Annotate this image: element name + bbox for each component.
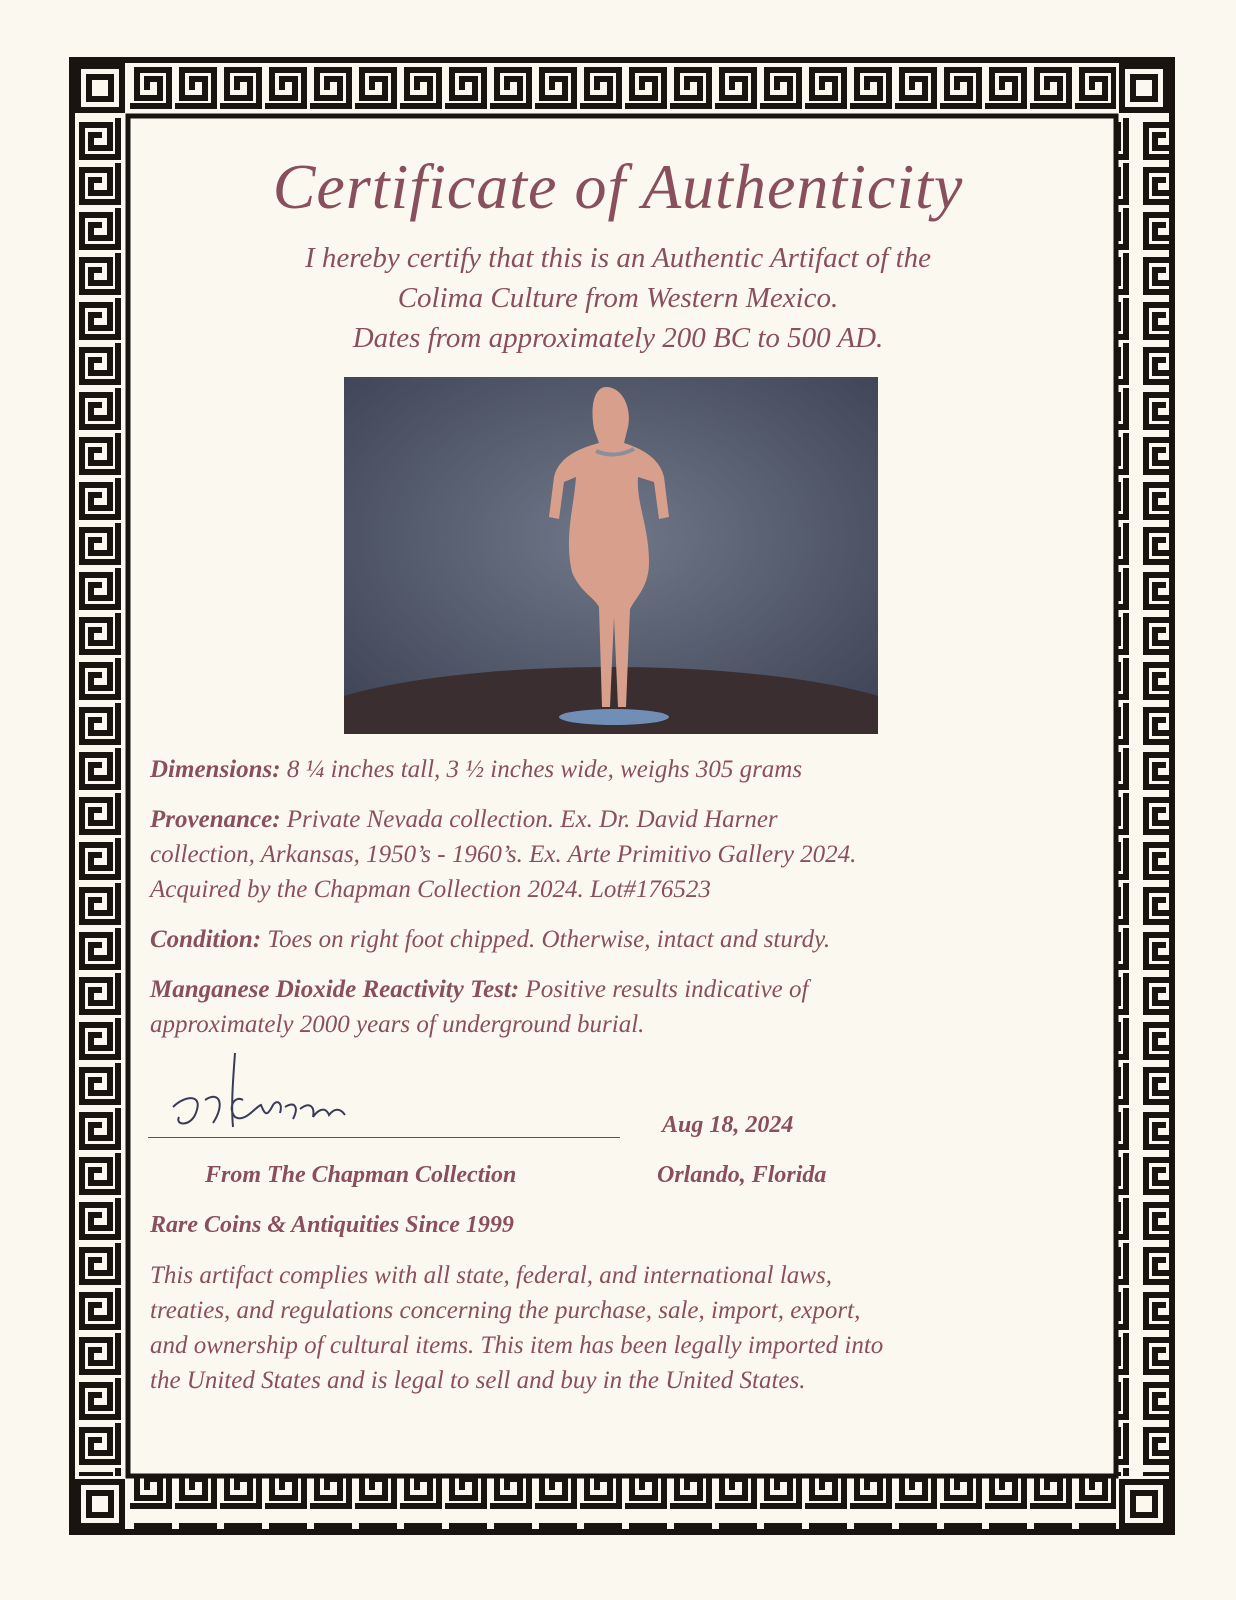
certificate-date: Aug 18, 2024 xyxy=(662,1112,794,1138)
signature xyxy=(165,1045,395,1140)
test-label: Manganese Dioxide Reactivity Test: xyxy=(150,976,520,1003)
issuer-name: From The Chapman Collection xyxy=(205,1162,517,1188)
issuer-location: Orlando, Florida xyxy=(657,1162,827,1188)
provenance-row xyxy=(150,806,778,834)
intro-line: I hereby certify that this is an Authentic Artifact of the xyxy=(304,242,932,274)
condition-row xyxy=(150,926,830,954)
test-line: approximately 2000 years of underground burial. xyxy=(150,1011,645,1038)
test-row xyxy=(150,976,808,1004)
compliance-line: treaties, and regulations concerning the purchase, sale, import, export, xyxy=(150,1297,861,1324)
certificate-title: Certificate of Authenticity xyxy=(272,151,964,222)
provenance-value: Private Nevada collection. Ex. Dr. David Harner xyxy=(280,806,778,833)
provenance-label: Provenance: xyxy=(150,806,281,833)
provenance-line: collection, Arkansas, 1950’s - 1960’s. Ex. Arte Primitivo Gallery 2024. xyxy=(150,841,857,868)
dimensions-value: 8 ¼ inches tall, 3 ½ inches wide, weighs 305 grams xyxy=(280,756,803,783)
condition-label: Condition: xyxy=(150,926,262,953)
condition-value: Toes on right foot chipped. Otherwise, intact and sturdy. xyxy=(261,926,831,953)
compliance-line: This artifact complies with all state, federal, and international laws, xyxy=(150,1262,832,1289)
dimensions-label: Dimensions: xyxy=(150,756,281,783)
intro-line: Colima Culture from Western Mexico. xyxy=(397,282,839,314)
test-value: Positive results indicative of xyxy=(519,976,809,1003)
compliance-line: and ownership of cultural items. This item has been legally imported into xyxy=(150,1332,884,1359)
intro-line: Dates from approximately 200 BC to 500 AD. xyxy=(352,322,884,354)
signature-line xyxy=(148,1137,620,1138)
issuer-tagline: Rare Coins & Antiquities Since 1999 xyxy=(150,1212,514,1238)
compliance-line: the United States and is legal to sell and buy in the United States. xyxy=(150,1367,806,1394)
provenance-line: Acquired by the Chapman Collection 2024. Lot#176523 xyxy=(150,876,711,903)
dimensions-row xyxy=(150,756,802,784)
artifact-photo xyxy=(344,377,878,734)
